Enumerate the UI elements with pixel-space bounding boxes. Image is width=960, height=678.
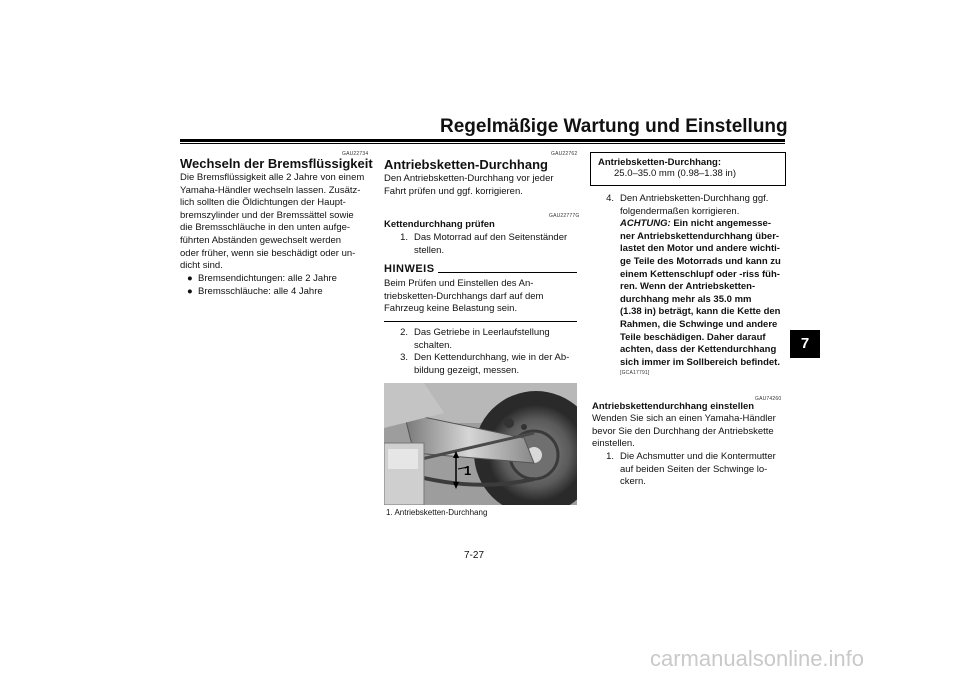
para-line: Fahrzeug keine Belastung sein. (384, 303, 518, 315)
list-item (187, 286, 323, 299)
figure-caption: 1. Antriebsketten-Durchhang (386, 508, 488, 517)
header-rule-thin (180, 143, 785, 144)
caution-code: [GCA17791] (620, 370, 650, 376)
step-number: 2. (400, 327, 408, 338)
step-text: Die Achsmutter und die Kontermutter (620, 451, 776, 462)
para-line: Beim Prüfen und Einstellen des An- (384, 278, 534, 289)
step-4 (590, 193, 781, 369)
step-text: bildung gezeigt, messen. (414, 364, 520, 376)
bullet-text: Bremsschläuche: alle 4 Jahre (198, 286, 323, 297)
chain-slack-intro (384, 173, 554, 198)
step-text: Das Motorrad auf den Seitenständer (414, 232, 568, 243)
figure-callout: 1 (464, 463, 472, 478)
para-line: triebsketten-Durchhangs darf auf dem (384, 290, 544, 302)
step-1 (384, 232, 567, 257)
caution-text: einem Kettenschlupf oder -riss füh- (620, 268, 780, 280)
caution-text: (1.38 in) beträgt, kann die Kette den (620, 306, 781, 318)
caution-text: ren. Wenn der Antriebsketten- (620, 281, 756, 293)
para-line: oder früher, wenn sie beschädigt oder un- (180, 247, 356, 259)
caution-text: ner Antriebskettendurchhang über- (620, 230, 780, 242)
step-text: schalten. (414, 339, 453, 351)
step-text: auf beiden Seiten der Schwinge lo- (620, 463, 768, 475)
note-label: HINWEIS (384, 263, 435, 275)
bullet-text: Bremsendichtungen: alle 2 Jahre (198, 273, 337, 284)
note-rule-top (438, 272, 577, 273)
section-code: GAU22734 (342, 151, 369, 157)
watermark: carmanualsonline.info (650, 646, 865, 671)
step-3 (384, 352, 569, 377)
caution-text: Rahmen, die Schwinge und andere (620, 318, 778, 330)
para-line: lich sollten die Öldichtungen der Haupt- (180, 197, 346, 209)
step-text: Den Antriebsketten-Durchhang ggf. (620, 193, 769, 204)
caution-text: durchhang mehr als 35.0 mm (620, 293, 752, 305)
step-number: 1. (606, 451, 614, 462)
caution-text: achten, dass der Kettendurchhang (620, 344, 777, 356)
section-code: GAU22777G (549, 213, 580, 219)
step-text: stellen. (414, 244, 445, 256)
step-text: Das Getriebe in Leerlaufstellung (414, 327, 550, 338)
caution-label: ACHTUNG: (620, 218, 671, 230)
step-text: folgendermaßen korrigieren. (620, 205, 740, 217)
note-text (384, 278, 543, 316)
para-line: Yamaha-Händler wechseln lassen. Zusätz- (180, 184, 361, 196)
para-line: dicht sind. (180, 260, 223, 272)
step-number: 4. (606, 193, 614, 204)
section-heading-brake-fluid: Wechseln der Bremsflüssigkeit (180, 156, 373, 171)
brake-fluid-paragraph (180, 172, 364, 273)
para-line: die Bremsschläuche in den unten aufge- (180, 222, 351, 234)
caution-text: Teile beschädigen. Daher darauf (620, 331, 766, 343)
subheading-check-slack: Kettendurchhang prüfen (384, 219, 495, 230)
spec-label: Antriebsketten-Durchhang: (598, 157, 721, 168)
chain-slack-photo (384, 383, 577, 505)
note-rule-bottom (384, 321, 577, 322)
caution-first-line (590, 218, 781, 231)
list-item (187, 273, 337, 286)
caution-text: Ein nicht angemesse- (673, 218, 771, 230)
step-text: Den Kettendurchhang, wie in der Ab- (414, 352, 570, 363)
header-rule-thick (180, 139, 785, 142)
para-line: Die Bremsflüssigkeit alle 2 Jahre von einem (180, 172, 365, 183)
section-heading-chain-slack: Antriebsketten-Durchhang (384, 157, 548, 172)
spec-value: 25.0–35.0 mm (0.98–1.38 in) (614, 168, 736, 179)
section-code: GAU74260 (755, 396, 782, 402)
step-2 (384, 327, 550, 352)
para-line: bremszylinder und der Bremssättel sowie (180, 209, 354, 221)
bullet-icon: ● (187, 273, 193, 284)
adjust-intro (592, 413, 776, 451)
caution-text: lastet den Motor und andere wichti- (620, 243, 780, 255)
chain-slack-illustration (384, 383, 577, 505)
chapter-tab[interactable]: 7 (790, 330, 820, 358)
para-line: Den Antriebsketten-Durchhang vor jeder (384, 173, 554, 184)
para-line: Fahrt prüfen und ggf. korrigieren. (384, 185, 523, 197)
caution-text: sich immer im Sollbereich befindet. (620, 356, 780, 368)
para-line: Wenden Sie sich an einen Yamaha-Händler (592, 413, 776, 424)
section-code: GAU22762 (551, 151, 578, 157)
bullet-icon: ● (187, 286, 193, 297)
page-header-title: Regelmäßige Wartung und Einstellung (440, 116, 788, 137)
caution-text: ge Teile des Motorrads und kann zu (620, 255, 781, 267)
step-number: 3. (400, 352, 408, 363)
para-line: einstellen. (592, 438, 635, 450)
subheading-adjust-slack: Antriebskettendurchhang einstellen (592, 401, 755, 412)
adjust-step-1 (592, 451, 776, 489)
step-text: ckern. (620, 476, 646, 488)
step-number: 1. (400, 232, 408, 243)
para-line: führten Abständen gewechselt werden (180, 234, 342, 246)
page-number: 7-27 (464, 550, 485, 561)
para-line: bevor Sie den Durchhang der Antriebskette (592, 425, 774, 437)
